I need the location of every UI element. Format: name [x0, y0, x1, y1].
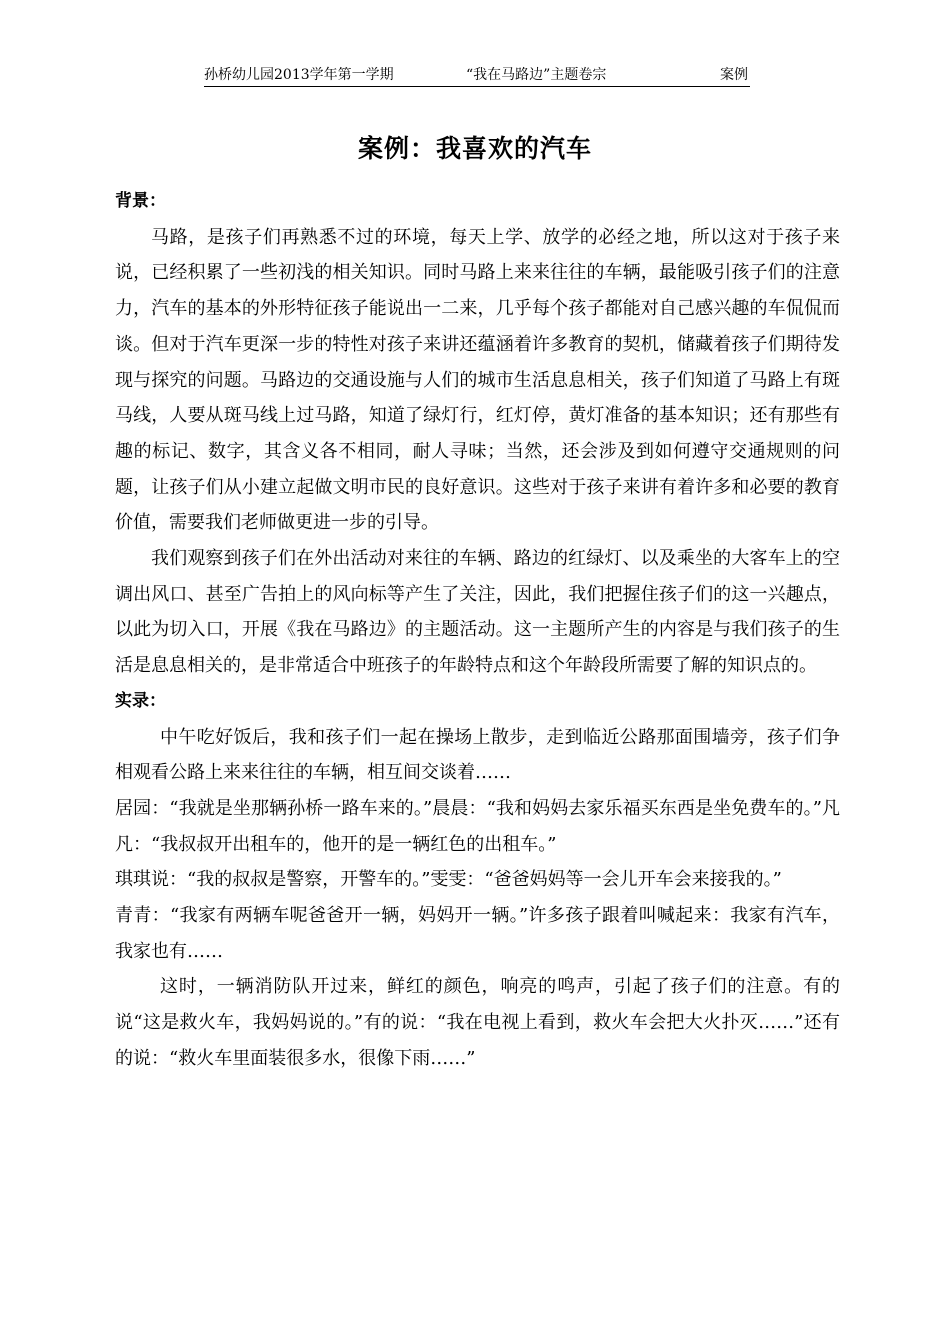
page-title: 案例：我喜欢的汽车	[357, 134, 592, 163]
document-body	[115, 184, 840, 1077]
background-paragraph-1: 马路，是孩子们再熟悉不过的环境，每天上学、放学的必经之地，所以这对于孩子来说，已经积累了一些初浅的相关知识。同时马路上来来往往的车辆，最能吸引孩子们的注意力，汽车的基本的外形特征孩子能说出一二来，几乎每个孩子都能对自己感兴趣的车侃侃而谈。但对于汽车更深一步的特性对孩子来讲还蕴涵着许多教育的契机，储藏着孩子们期待发现与探究的问题。马路边的交通设施与人们的城市生活息息相关，孩子们知道了马路上有斑马线，人要从斑马线上过马路，知道了绿灯行，红灯停，黄灯准备的基本知识；还有那些有趣的标记、数字，其含义各不相同，耐人寻味；当然，还会涉及到如何遵守交通规则的问题，让孩子们从小建立起做文明市民的良好意识。这些对于孩子来讲有着许多和必要的教育价值，需要我们老师做更进一步的引导。	[115, 226, 840, 534]
dialogue-paragraph-2: 琪琪说：“我的叔叔是警察，开警车的。”雯雯：“爸爸妈妈等一会儿开车会来接我的。”	[115, 869, 782, 891]
background-heading: 背景：	[115, 191, 166, 211]
dialogue-paragraph-3: 青青：“我家有两辆车呢爸爸开一辆，妈妈开一辆。”许多孩子跟着叫喊起来：我家有汽车，我家也有……	[115, 905, 840, 962]
record-heading: 实录：	[115, 690, 166, 711]
record-intro-paragraph: 中午吃好饭后，我和孩子们一起在操场上散步，走到临近公路那面围墙旁，孩子们争相观看公路上来来往往的车辆，相互间交谈着……	[115, 726, 840, 784]
page-header	[204, 64, 750, 87]
header-school-term: 孙桥幼儿园2013学年第一学期	[204, 67, 394, 83]
header-doc-type: 案例	[720, 67, 748, 83]
header-theme: “我在马路边”主题卷宗	[466, 67, 607, 83]
dialogue-paragraph-1: 居园：“我就是坐那辆孙桥一路车来的。”晨晨：“我和妈妈去家乐福买东西是坐免费车的。”凡凡：“我叔叔开出租车的，他开的是一辆红色的出租车。”	[115, 797, 840, 855]
background-paragraph-2: 我们观察到孩子们在外出活动对来往的车辆、路边的红绿灯、以及乘坐的大客车上的空调出风口、甚至广告拍上的风向标等产生了关注，因此，我们把握住孩子们的这一兴趣点，以此为切入口，开展《我在马路边》的主题活动。这一主题所产生的内容是与我们孩子的生活是息息相关的，是非常适合中班孩子的年龄特点和这个年龄段所需要了解的知识点的。	[115, 548, 840, 677]
record-closing-paragraph: 这时，一辆消防队开过来，鲜红的颜色，响亮的鸣声，引起了孩子们的注意。有的说“这是救火车，我妈妈说的。”有的说：“我在电视上看到，救火车会把大火扑灭……”还有的说：“救火车里面装很多水，很像下雨……”	[115, 976, 840, 1069]
